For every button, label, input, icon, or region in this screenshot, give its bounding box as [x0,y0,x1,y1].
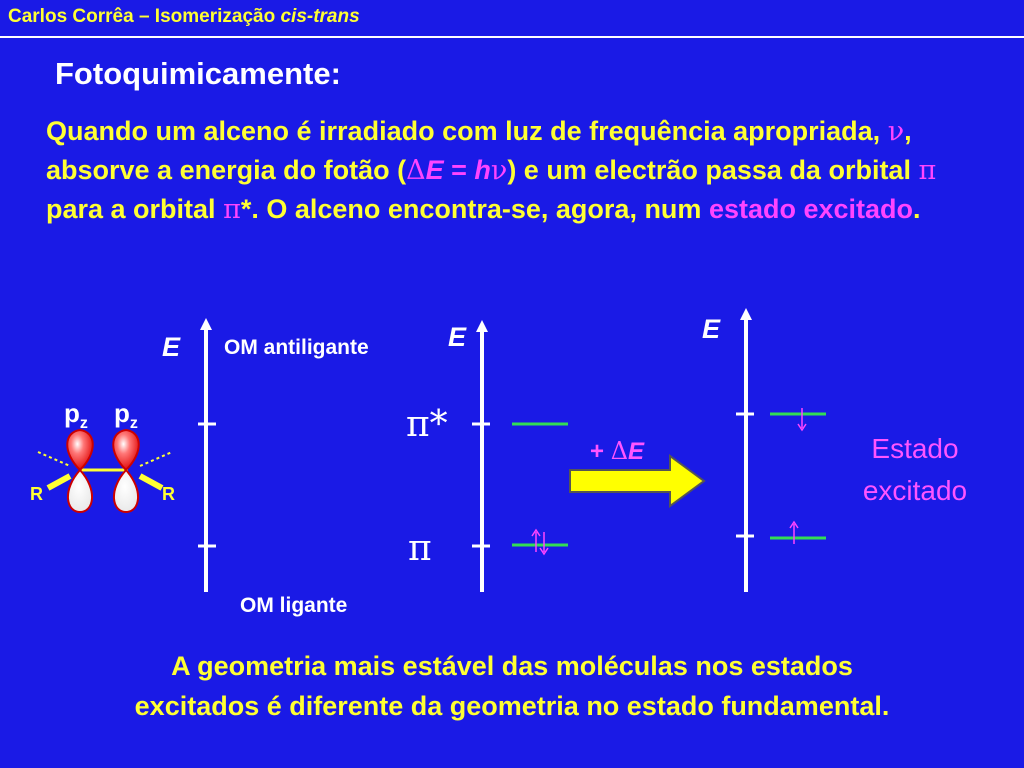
energy-axis-1 [198,318,216,592]
intro-paragraph: Quando um alceno é irradiado com luz de frequência apropriada, ν, absorve a energia do fotão (ΔE = hν) e um electrão passa da orbital π para a orbital π*. O alceno encontra-se, agora, num estado excitado. [46,116,937,225]
header-title: Carlos Corrêa – Isomerização cis-trans [8,6,360,27]
pz-label-right: $p_z$ [114,398,138,433]
excited-electron-down [798,408,806,430]
axis-arrowhead [200,318,212,330]
axis-arrowhead [740,308,752,320]
energy-label-1: E [162,332,181,362]
energy-label-2: E [448,322,467,352]
pz-lobe-bottom-right [114,470,138,512]
r-label-right: R [162,484,175,504]
slide-heading: Fotoquimicamente: [55,56,341,91]
om-antiligante-label: OM antiligante [224,336,369,359]
r-label-left: R [30,484,43,504]
energy-label-3: E [702,314,721,344]
wedge-bond-right [140,476,162,488]
pz-lobe-top-right [113,430,139,470]
energy-axis-3 [736,308,826,592]
axis-arrowhead [476,320,488,332]
delta-e-label: + ΔE [590,437,645,465]
pi-star-label: π* [406,404,448,445]
pz-label-left: $p_z$ [64,398,88,433]
pz-lobe-top-left [67,430,93,470]
dashed-bond-right [140,452,172,466]
excited-electron-up [790,522,798,544]
paired-electrons [532,530,548,554]
pi-label: π [408,528,432,569]
om-ligante-label: OM ligante [240,594,348,617]
excited-state-label: Estado excitado [862,433,968,506]
pz-lobe-bottom-left [68,470,92,512]
wedge-bond-left [48,476,70,488]
conclusion-text: A geometria mais estável das moléculas nos estados excitados é diferente da geometria no estado fundamental. [134,651,890,721]
dashed-bond-left [38,452,70,466]
p-orbital-pair [38,430,172,512]
energy-axis-2 [472,320,568,592]
